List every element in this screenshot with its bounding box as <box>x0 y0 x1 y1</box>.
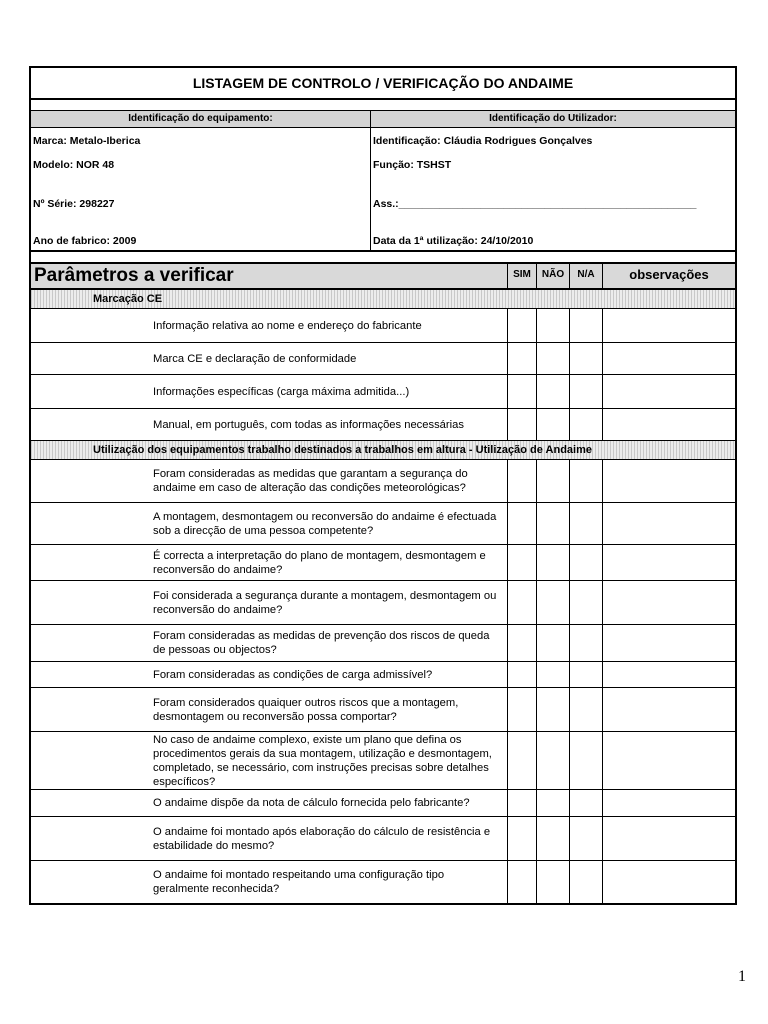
sim-checkbox[interactable] <box>507 861 536 903</box>
na-checkbox[interactable] <box>569 581 602 624</box>
item-text: O andaime foi montado respeitando uma configuração tipo geralmente reconhecida? <box>153 869 445 895</box>
nao-checkbox[interactable] <box>536 545 569 580</box>
column-na: N/A <box>569 264 602 288</box>
checklist-row <box>31 460 735 503</box>
item-text: Informação relativa ao nome e endereço do fabricante <box>153 319 422 332</box>
sim-checkbox[interactable] <box>507 409 536 440</box>
equipment-header: Identificação do equipamento: <box>31 111 370 128</box>
user-identification <box>371 111 735 250</box>
checklist-row <box>31 817 735 861</box>
column-nao: NÃO <box>536 264 569 288</box>
checklist-row <box>31 732 735 790</box>
na-checkbox[interactable] <box>569 861 602 903</box>
observations-field[interactable] <box>602 460 735 502</box>
checklist-row <box>31 790 735 817</box>
na-checkbox[interactable] <box>569 790 602 816</box>
parameters-header <box>31 262 735 290</box>
sim-checkbox[interactable] <box>507 309 536 342</box>
observations-field[interactable] <box>602 790 735 816</box>
nao-checkbox[interactable] <box>536 861 569 903</box>
user-header: Identificação do Utilizador: <box>371 111 735 128</box>
nao-checkbox[interactable] <box>536 460 569 502</box>
na-checkbox[interactable] <box>569 662 602 687</box>
observations-field[interactable] <box>602 688 735 731</box>
sim-checkbox[interactable] <box>507 545 536 580</box>
item-text: Foram consideradas as medidas que garantam a segurança do andaime em caso de alteração das condições meteorológicas? <box>153 468 468 494</box>
item-text: Foi considerada a segurança durante a montagem, desmontagem ou reconversão do andaime? <box>153 589 497 616</box>
observations-field[interactable] <box>602 662 735 687</box>
item-text: Marca CE e declaração de conformidade <box>153 352 357 365</box>
checklist-row <box>31 409 735 441</box>
observations-field[interactable] <box>602 503 735 544</box>
na-checkbox[interactable] <box>569 460 602 502</box>
checklist-sheet <box>29 66 737 905</box>
nao-checkbox[interactable] <box>536 790 569 816</box>
item-text: Foram consideradas as medidas de prevenção dos riscos de queda de pessoas ou objectos? <box>153 630 490 656</box>
na-checkbox[interactable] <box>569 309 602 342</box>
column-sim: SIM <box>507 264 536 288</box>
identification-grid <box>31 111 735 252</box>
observations-field[interactable] <box>602 817 735 860</box>
observations-field[interactable] <box>602 375 735 408</box>
nao-checkbox[interactable] <box>536 375 569 408</box>
na-checkbox[interactable] <box>569 375 602 408</box>
checklist-row <box>31 343 735 375</box>
section-marcacao-ce <box>31 290 735 441</box>
checklist-row <box>31 309 735 343</box>
sim-checkbox[interactable] <box>507 460 536 502</box>
sim-checkbox[interactable] <box>507 343 536 374</box>
observations-field[interactable] <box>602 732 735 789</box>
section-title: Utilização dos equipamentos trabalho destinados a trabalhos em altura - Utilização de Andaime <box>31 441 735 460</box>
first-use-date: Data da 1ª utilização: 24/10/2010 <box>373 235 534 247</box>
observations-field[interactable] <box>602 409 735 440</box>
na-checkbox[interactable] <box>569 817 602 860</box>
item-text: Foram consideradas as condições de carga admissível? <box>153 668 433 681</box>
item-text: No caso de andaime complexo, existe um plano que defina os procedimentos gerais da sua montagem, utilização e desmontagem, completado, se necessário, com instruções precisas sobre detalhes específicos? <box>153 733 492 788</box>
na-checkbox[interactable] <box>569 343 602 374</box>
na-checkbox[interactable] <box>569 409 602 440</box>
observations-field[interactable] <box>602 581 735 624</box>
item-text: A montagem, desmontagem ou reconversão do andaime é efectuada sob a direcção de uma pessoa competente? <box>153 510 497 537</box>
nao-checkbox[interactable] <box>536 688 569 731</box>
nao-checkbox[interactable] <box>536 625 569 661</box>
nao-checkbox[interactable] <box>536 581 569 624</box>
equipment-identification <box>31 111 371 250</box>
checklist-row <box>31 662 735 688</box>
item-text: É correcta a interpretação do plano de montagem, desmontagem e reconversão do andaime? <box>153 549 486 576</box>
sim-checkbox[interactable] <box>507 503 536 544</box>
nao-checkbox[interactable] <box>536 309 569 342</box>
checklist-row <box>31 625 735 662</box>
sim-checkbox[interactable] <box>507 662 536 687</box>
observations-field[interactable] <box>602 309 735 342</box>
item-text: Informações específicas (carga máxima admitida...) <box>153 385 410 398</box>
sim-checkbox[interactable] <box>507 790 536 816</box>
na-checkbox[interactable] <box>569 503 602 544</box>
user-function: Função: TSHST <box>373 159 452 171</box>
item-text: O andaime dispõe da nota de cálculo fornecida pelo fabricante? <box>153 797 470 809</box>
na-checkbox[interactable] <box>569 545 602 580</box>
item-text: Manual, em português, com todas as informações necessárias <box>153 418 464 431</box>
observations-field[interactable] <box>602 861 735 903</box>
equipment-brand: Marca: Metalo-Iberica <box>33 135 141 147</box>
item-text: O andaime foi montado após elaboração do cálculo de resistência e estabilidade do mesmo? <box>153 825 491 852</box>
checklist-row <box>31 545 735 581</box>
nao-checkbox[interactable] <box>536 343 569 374</box>
equipment-year: Ano de fabrico: 2009 <box>33 235 137 247</box>
sim-checkbox[interactable] <box>507 817 536 860</box>
document-title: LISTAGEM DE CONTROLO / VERIFICAÇÃO DO ANDAIME <box>31 68 735 100</box>
sim-checkbox[interactable] <box>507 732 536 789</box>
page-number: 1 <box>738 968 746 985</box>
nao-checkbox[interactable] <box>536 503 569 544</box>
checklist-row <box>31 503 735 545</box>
na-checkbox[interactable] <box>569 625 602 661</box>
na-checkbox[interactable] <box>569 688 602 731</box>
checklist-row <box>31 375 735 409</box>
section-title: Marcação CE <box>31 290 735 309</box>
nao-checkbox[interactable] <box>536 662 569 687</box>
user-name: Identificação: Cláudia Rodrigues Gonçalves <box>373 135 593 147</box>
checklist-row <box>31 861 735 903</box>
column-observacoes: observações <box>602 264 735 288</box>
sim-checkbox[interactable] <box>507 688 536 731</box>
spacer <box>31 100 735 111</box>
nao-checkbox[interactable] <box>536 409 569 440</box>
equipment-model: Modelo: NOR 48 <box>33 159 115 171</box>
user-signature: Ass.:___________________________________________________ <box>373 198 697 210</box>
observations-field[interactable] <box>602 545 735 580</box>
sim-checkbox[interactable] <box>507 625 536 661</box>
na-checkbox[interactable] <box>569 732 602 789</box>
section-utilizacao-andaime <box>31 441 735 903</box>
nao-checkbox[interactable] <box>536 817 569 860</box>
equipment-serial: Nº Série: 298227 <box>33 198 115 210</box>
nao-checkbox[interactable] <box>536 732 569 789</box>
sim-checkbox[interactable] <box>507 581 536 624</box>
checklist-row <box>31 688 735 732</box>
observations-field[interactable] <box>602 343 735 374</box>
checklist-row <box>31 581 735 625</box>
observations-field[interactable] <box>602 625 735 661</box>
item-text: Foram considerados quaiquer outros riscos que a montagem, desmontagem ou reconversão possa comportar? <box>153 696 459 723</box>
sim-checkbox[interactable] <box>507 375 536 408</box>
parameters-title: Parâmetros a verificar <box>34 265 234 286</box>
